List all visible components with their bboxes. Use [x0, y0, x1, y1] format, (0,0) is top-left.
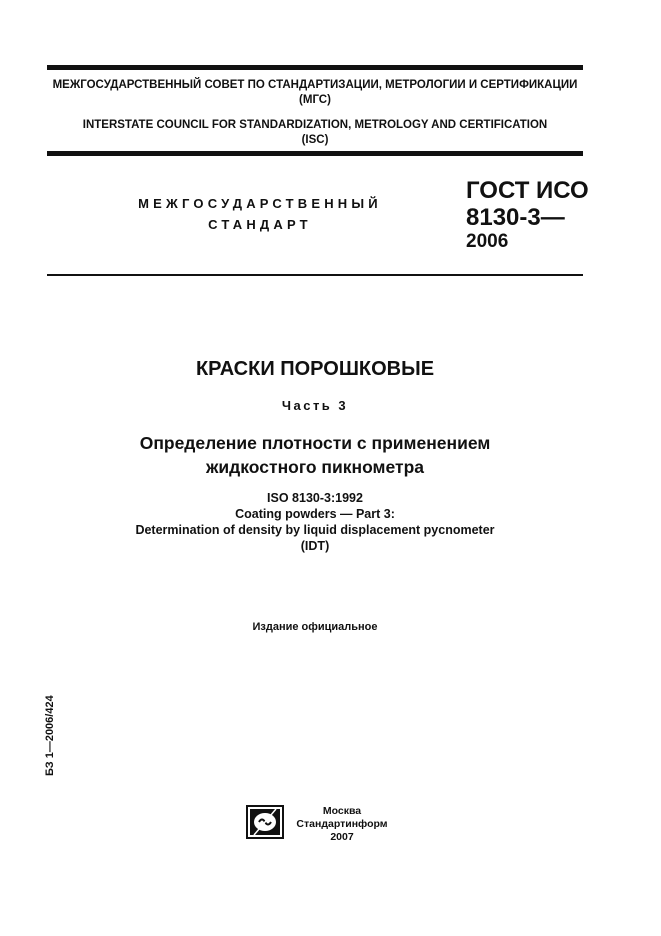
title-block-rule	[47, 274, 583, 276]
edition-label: Издание официальное	[252, 621, 378, 633]
council-ru-name: МЕЖГОСУДАРСТВЕННЫЙ СОВЕТ ПО СТАНДАРТИЗАЦИИ, МЕТРОЛОГИИ И СЕРТИФИКАЦИИ	[52, 79, 578, 91]
iso-reference	[47, 490, 583, 554]
council-en-name: INTERSTATE COUNCIL FOR STANDARDIZATION, METROLOGY AND CERTIFICATION	[82, 119, 548, 131]
publisher	[296, 805, 388, 844]
council-en-abbr: (ISC)	[301, 134, 329, 146]
iso-title-line1: Coating powders — Part 3:	[235, 507, 395, 521]
standard-year: 2006	[466, 231, 509, 252]
header-bottom-rule	[47, 151, 583, 156]
standard-type	[100, 193, 420, 235]
standard-type-line2: СТАНДАРТ	[208, 217, 312, 232]
subtitle-line1: Определение плотности с применением	[139, 433, 491, 453]
main-title: КРАСКИ ПОРОШКОВЫЕ	[195, 358, 435, 380]
standard-number	[466, 177, 589, 253]
standard-type-line1: МЕЖГОСУДАРСТВЕННЫЙ	[138, 196, 382, 211]
part-label: Часть 3	[281, 398, 349, 413]
standartinform-logo-icon	[246, 805, 284, 839]
publisher-city: Москва	[322, 805, 362, 817]
standard-number-line2: 8130-3—	[466, 204, 565, 231]
iso-number: ISO 8130-3:1992	[267, 491, 363, 505]
top-rule	[47, 65, 583, 70]
iso-status: (IDT)	[300, 539, 330, 553]
iso-title-line2: Determination of density by liquid displacement pycnometer	[135, 523, 495, 537]
standard-number-line1: ГОСТ ИСО	[466, 177, 589, 204]
side-code: БЗ 1—2006/424	[44, 695, 56, 776]
subtitle	[47, 431, 583, 479]
council-ru-abbr: (МГС)	[299, 94, 331, 106]
council-ru	[47, 78, 583, 108]
council-en	[47, 118, 583, 148]
publisher-year: 2007	[330, 831, 354, 843]
publisher-name: Стандартинформ	[296, 818, 388, 830]
subtitle-line2: жидкостного пикнометра	[206, 457, 424, 477]
